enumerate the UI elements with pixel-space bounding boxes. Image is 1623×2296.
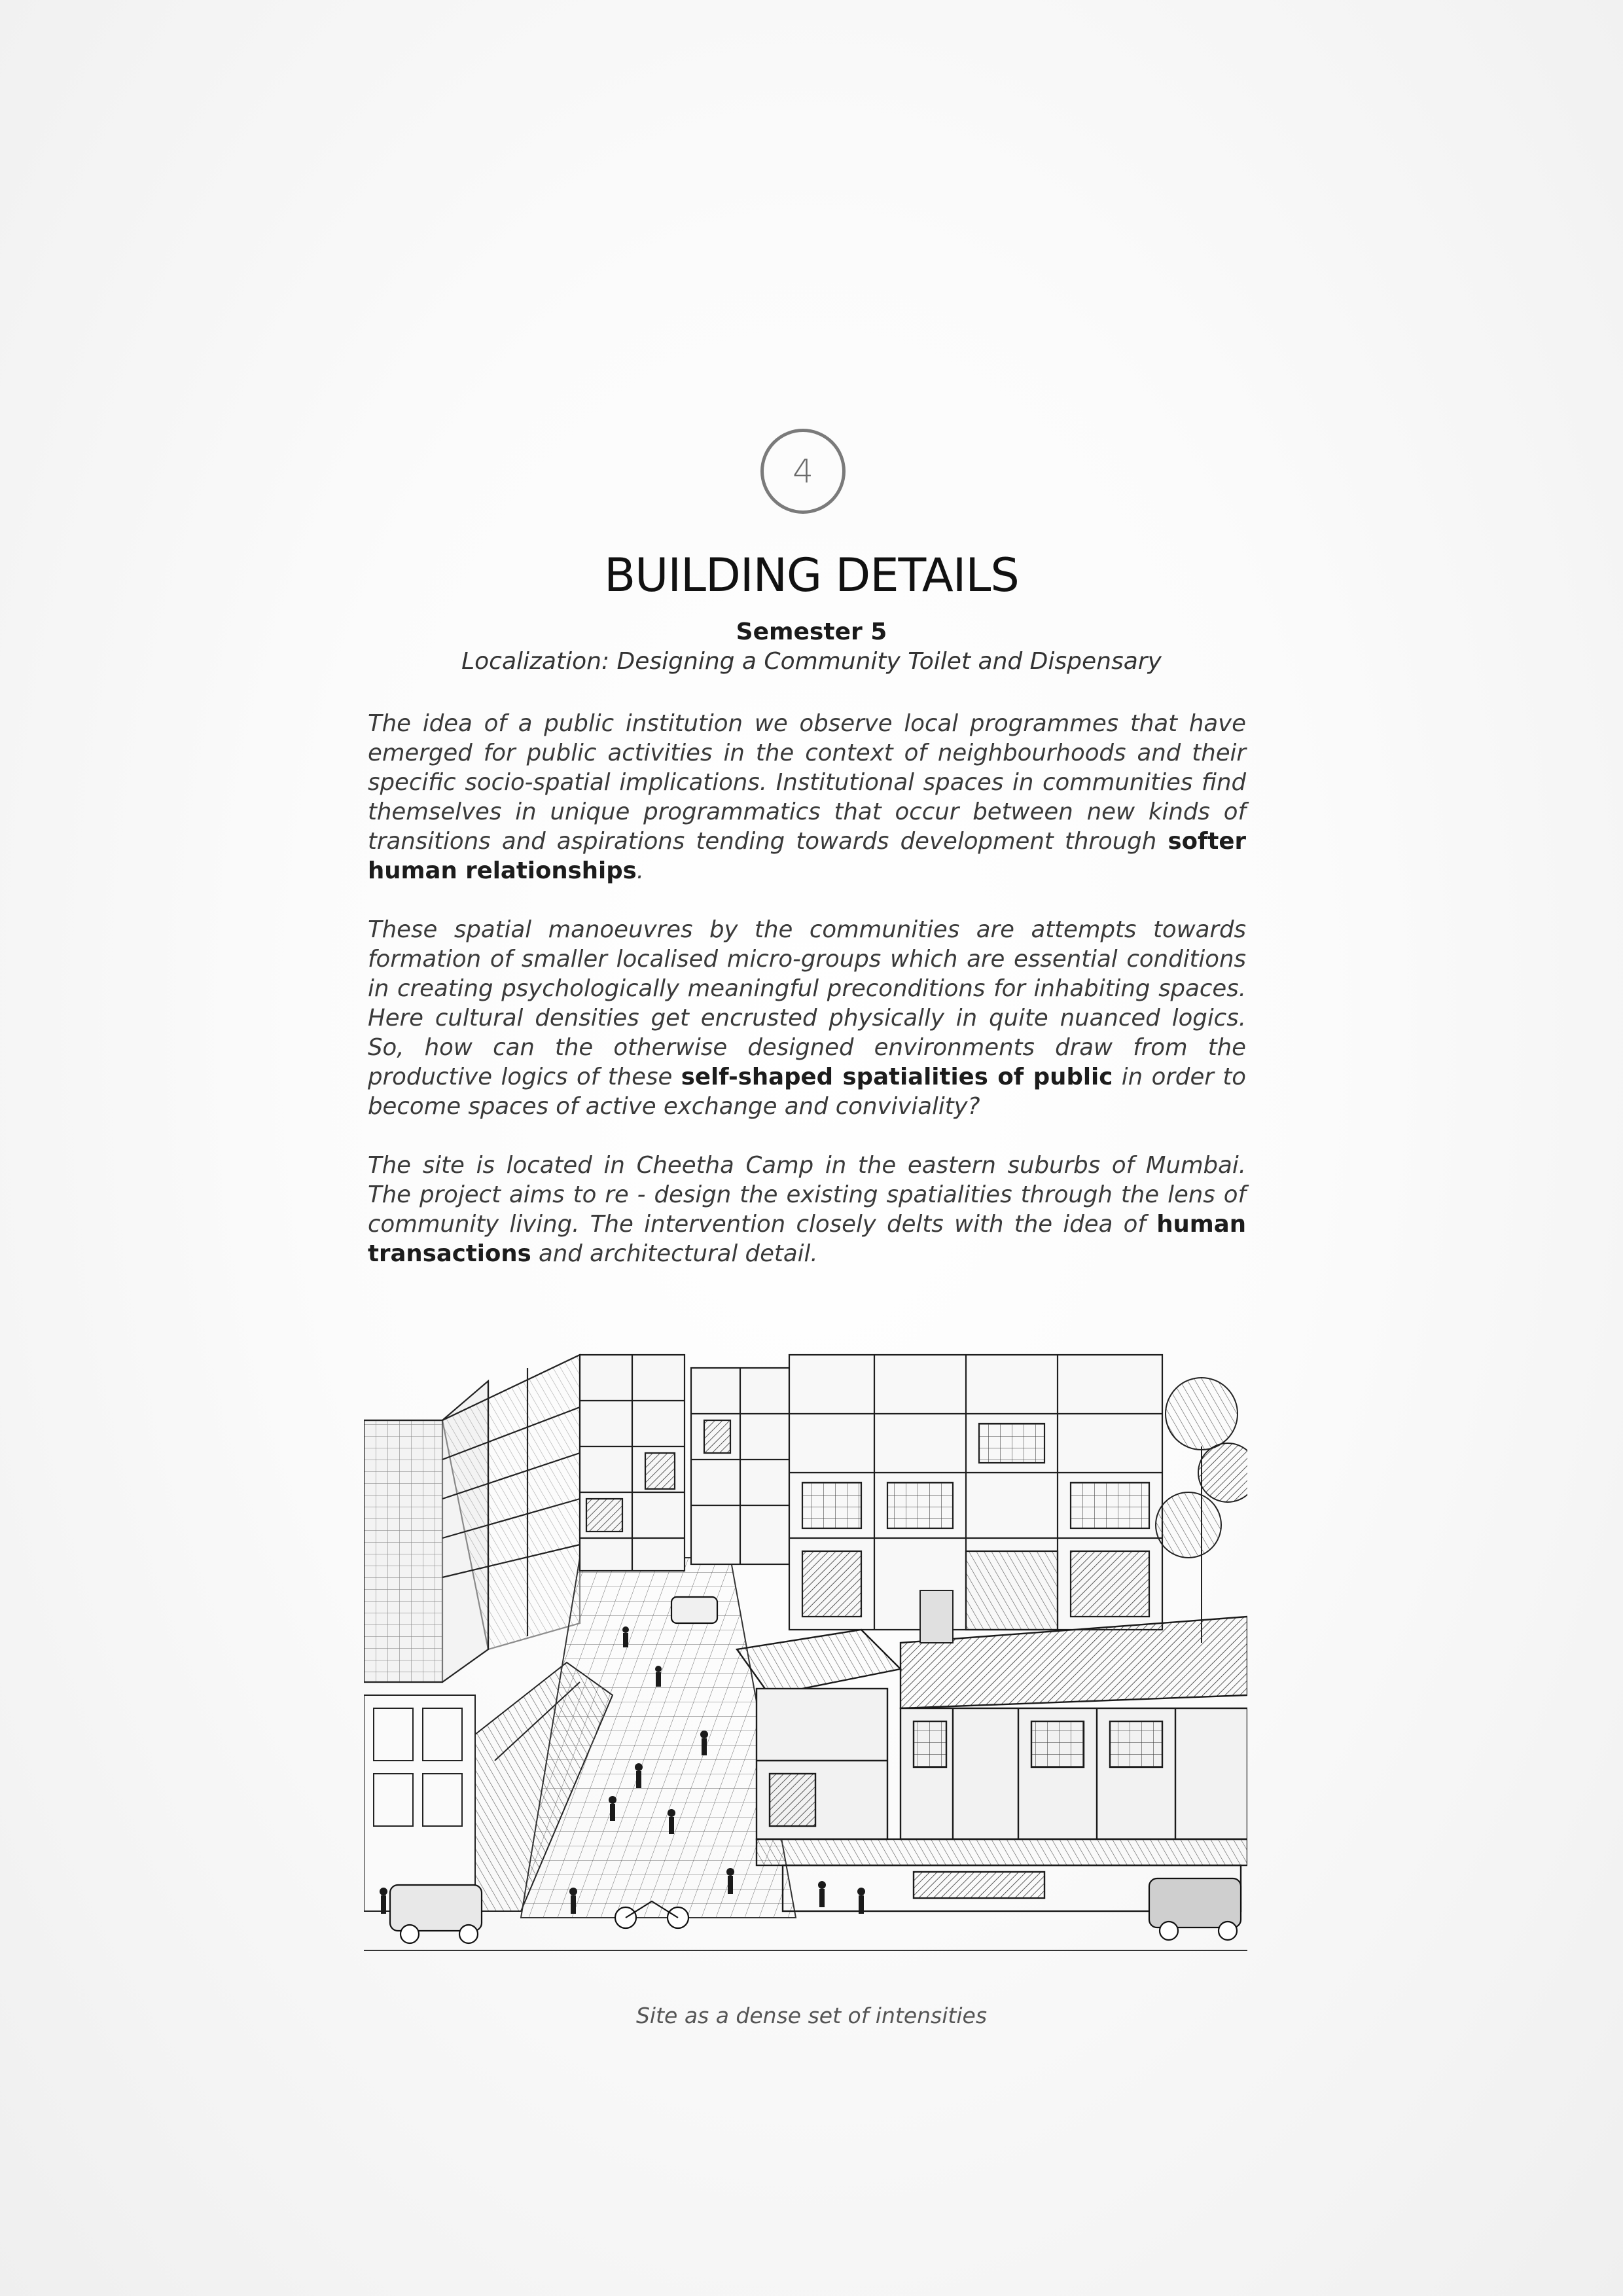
paragraph-2-end: in order to become spaces of active exchange and conviviality? — [368, 1064, 1247, 1120]
paragraph-2-text: These spatial manoeuvres by the communities are attempts towards formation of smaller localised micro-groups which are essential conditions in creating psychologically meaningful preconditions for inhabiting spaces. Here cultural densities get encrusted physically in quite nuanced logics. So, how can the otherwise designed environments draw from the productive logics of these — [368, 916, 1246, 1090]
sketch-left-building — [364, 1355, 580, 1682]
paragraph-3-text: The site is located in Cheetha Camp in the eastern suburbs of Mumbai. The project aims to re - design the existing spatialities through the lens of community living. The intervention closely delts with the idea of — [368, 1152, 1246, 1238]
page-number: 4 — [793, 452, 813, 490]
paragraph-2-emphasis: self-shaped spatialities of public — [681, 1064, 1113, 1090]
sketch-trees — [1156, 1378, 1247, 1643]
sketch-central-buildings — [580, 1355, 789, 1571]
sketch-right-upper-block — [789, 1355, 1162, 1630]
figure-caption: Site as a dense set of intensities — [635, 2003, 988, 2028]
semester-label: Semester 5 — [736, 619, 887, 645]
paragraph-1-emphasis: softer human relationships — [368, 828, 1246, 884]
paragraph-3-emphasis: human transactions — [368, 1211, 1246, 1267]
page-title: BUILDING DETAILS — [604, 548, 1019, 602]
paragraph-1-end: . — [636, 857, 645, 884]
body-text — [368, 709, 1246, 1298]
page-number-badge — [760, 429, 846, 514]
paragraph-2 — [368, 915, 1246, 1121]
paragraph-3-end: and architectural detail. — [531, 1240, 818, 1267]
site-sketch-illustration — [364, 1342, 1247, 1954]
paragraph-1-text: The idea of a public institution we observe local programmes that have emerged for public activities in the context of neighbourhoods and their specific socio-spatial implications. Institutional spaces in communities find themselves in unique programmatics that occur between new kinds of transitions and aspirations tending towards development through — [368, 710, 1246, 855]
sketch-water-tank — [920, 1590, 953, 1643]
sketch-lower-right-houses — [737, 1617, 1247, 1911]
paragraph-1 — [368, 709, 1246, 886]
paragraph-3 — [368, 1151, 1246, 1268]
project-subtitle: Localization: Designing a Community Toilet and Dispensary — [461, 648, 1162, 675]
